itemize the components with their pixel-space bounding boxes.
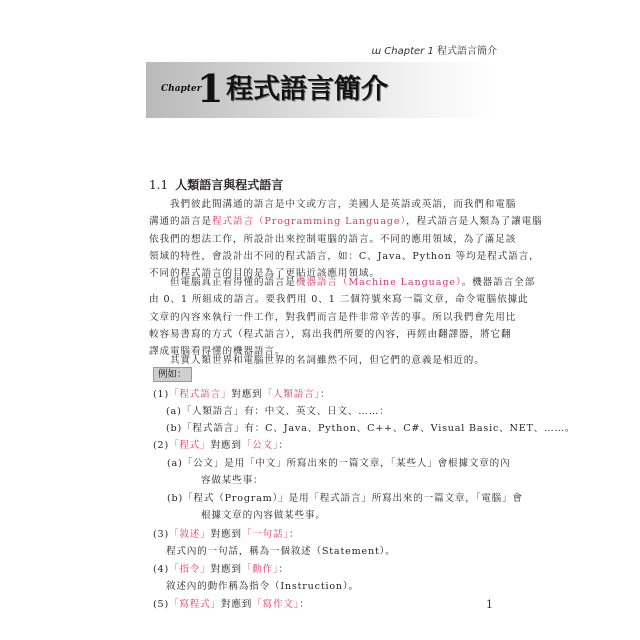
- example-item-2a-cont: 容做某些事：: [201, 475, 264, 486]
- example-item-3-desc: 程式內的一句話，稱為一個敘述（Statement）。: [166, 546, 396, 557]
- paragraph-line: 由 0、1 所組成的語言。要我們用 0、1 二個符號來寫一篇文章，命令電腦依據此: [149, 294, 529, 306]
- chapter-number: 1: [197, 66, 224, 111]
- paragraph-line: 領域的特性，會設計出不同的程式語言，如：C、Java、Python 等均是程式語言，: [149, 250, 540, 262]
- example-item-2a: (a)「公文」是用「中文」所寫出來的一篇文章，「某些人」會根據文章的內: [167, 458, 511, 469]
- paragraph-line: 文章的內容來執行一件工作，對我們而言是件非常辛苦的事。所以我們會先用比: [149, 311, 517, 323]
- paragraph-line: 依我們的想法工作，所設計出來控制電腦的語言。不同的應用領域，為了滿足該: [149, 233, 517, 245]
- example-item-4-desc: 敘述內的動作稱為指令（Instruction）。: [166, 581, 359, 592]
- paragraph-line: 其實人類世界和電腦世界的名詞雖然不同，但它們的意義是相近的。: [149, 355, 485, 366]
- chapter-banner: [146, 62, 496, 118]
- chapter-word: Chapter: [161, 84, 202, 94]
- page-number: 1: [486, 598, 493, 611]
- running-header-chapter: Chapter 1: [384, 46, 434, 57]
- section-number: 1.1: [149, 178, 169, 192]
- example-item-5: (5)「寫程式」對應到「寫作文」：: [153, 599, 310, 610]
- example-item-4: (4)「指令」對應到「動作」：: [153, 564, 289, 575]
- highlight-term: 程式語言（Programming Language）: [211, 216, 407, 228]
- paragraph-3: [149, 352, 493, 369]
- paragraph-line: 溝通的語言是程式語言（Programming Language），程式語言是人類為了讓電腦: [149, 216, 543, 228]
- example-item-1a: (a)「人類語言」有：中文、英文、日文、……：: [166, 406, 390, 417]
- paragraph-2: [149, 274, 536, 360]
- example-item-3: (3)「敘述」對應到「一句話」：: [153, 529, 300, 540]
- section-heading: [149, 176, 283, 193]
- paragraph-line: 不同的程式語言的目的是為了更貼近該應用領域。: [149, 268, 380, 280]
- example-item-2: (2)「程式」對應到「公文」：: [153, 440, 289, 451]
- chapter-tab-icon: ɯ: [371, 46, 382, 57]
- running-header: [371, 42, 497, 57]
- example-item-1b: (b)「程式語言」有：C、Java、Python、C++、C#、Visual Basic、NET、……。: [166, 423, 576, 434]
- section-title: 人類語言與程式語言: [175, 178, 284, 192]
- running-header-title: 程式語言簡介: [437, 46, 497, 57]
- paragraph-line: 但電腦真正看得懂的語言是機器語言（Machine Language）。機器語言全部: [149, 277, 536, 288]
- paragraph-line: 較容易書寫的方式（程式語言），寫出我們所要的內容，再經由翻譯器，將它翻: [149, 328, 512, 340]
- example-item-1: (1)「程式語言」對應到「人類語言」：: [153, 389, 331, 400]
- paragraph-1: [149, 196, 543, 282]
- paragraph-line: 譯成電腦看得懂的機器語言。: [149, 346, 286, 358]
- example-item-2b-cont: 根據文章的內容做某些事。: [201, 510, 326, 521]
- example-item-2b: (b)「程式（Program）」是用「程式語言」所寫出來的一篇文章，「電腦」會: [167, 493, 523, 504]
- chapter-title: 程式語言簡介: [226, 74, 388, 105]
- paragraph-line: 我們彼此間溝通的語言是中文或方言，美國人是英語或英語，而我們和電腦: [149, 199, 517, 210]
- example-tag: 例如：: [153, 367, 192, 382]
- highlight-term: 機器語言（Machine Language）: [295, 277, 462, 288]
